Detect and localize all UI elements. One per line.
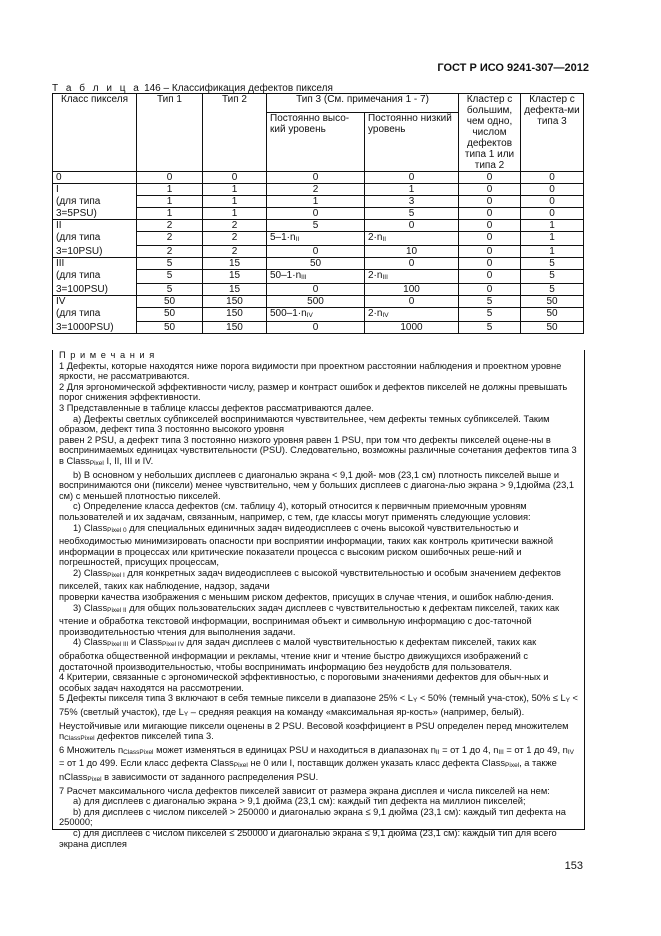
cell-cluster3: 50 <box>521 322 584 334</box>
cell-cluster3: 5 <box>521 270 584 284</box>
note-5: 5 Дефекты пикселя типа 3 включают в себя темные пиксели в диапазоне $25\% < L_Y < 50\%$ (темный уча-сток), $50\% \le L_Y < 75\%$ (светлый участок), где $L_Y$ – средняя реакция на команду «максимальная яр-кость» (например, белый). Неустойчивые или мигающие пиксели оценены в 2 PSU. Весовой коэффициент в PSU определен перед множителем $n_{ClassPixel}$ дефектов пикселей типа 3. <box>59 693 578 743</box>
note-7a: а) для дисплеев с диагональю экрана > 9,1 дюйма (23,1 см): каждый тип дефекта на миллион пикселей; <box>73 796 526 807</box>
cell-cluster1: 5 <box>459 296 521 308</box>
header-type3-high: Постоянно высо-кий уровень <box>267 113 365 172</box>
cell-cluster1: 0 <box>459 184 521 196</box>
cell-type3-high: 50 <box>267 258 365 270</box>
cell-type1: 5 <box>137 270 203 284</box>
cell-type2: 0 <box>203 172 267 184</box>
cell-cluster3: 5 <box>521 284 584 296</box>
cell-type1: 5 <box>137 284 203 296</box>
cell-type3-high: $5-1\cdot n_{II}$ <box>267 232 365 246</box>
table-row <box>53 308 584 322</box>
cell-cluster1: 0 <box>459 246 521 258</box>
note-6: 6 Множитель $n_{ClassPixel}$ может изменяться в единицах PSU и находиться в диапазонах $n_{II}$ = от 1 до 4, $n_{III}$ = от 1 до 49, $n_{IV}$ = от 1 до 499. Если класс дефекта Class$_{Pixel}$ не 0 или I, поставщик должен указать класс дефекта Class$_{Pixel}$, а также nClass$_{Pixel}$ в зависимости от заданного распределения PSU. <box>59 744 574 783</box>
cell-cluster3: 50 <box>521 308 584 322</box>
note-3b: b) В основном у небольших дисплеев с диагональю экрана < 9,1 дюй- мов (23,1 см) плотность пикселей выше и воспринимаются они (пиксели) менее чувствительно, чем у больших дисплеев с диагона-лью экрана > 9,1дюйма (23,1 см) с меньшей плотностью пикселей. <box>59 469 575 501</box>
header-class: Класс пикселя <box>53 94 137 172</box>
table-row <box>53 208 584 220</box>
cell-type2: 2 <box>203 220 267 232</box>
note-class-1-cont: проверки качества изображения с меньшим риском дефектов, присущих в случае чтения, и ошибок наблю-дения. <box>59 592 554 603</box>
table-row <box>53 246 584 258</box>
cell-type2: 2 <box>203 246 267 258</box>
cell-cluster1: 5 <box>459 308 521 322</box>
note-1: 1 Дефекты, которые находятся ниже порога видимости при проектном расстоянии наблюдения и проектном уровне яркости, не рассматриваются. <box>59 360 562 382</box>
cell-type3-low: 0 <box>365 258 459 270</box>
cell-cluster1: 0 <box>459 208 521 220</box>
note-7: 7 Расчет максимального числа дефектов пикселей зависит от размера экрана дисплея и числа пикселей на нем: <box>59 785 550 796</box>
cell-type3-low: 5 <box>365 208 459 220</box>
note-class-0: 1) Class$_{Pixel 0}$ для специальных единичных задач видеодисплеев с очень высокой чувствительностью и необходимостью минимизировать опасности при восприятии информации, таких как контроль критически важной информации в процессах или критические показатели процесса с высоким риском ошибочных реше-ний и погрешностей, присущих процессам, <box>59 522 554 568</box>
cell-type3-high: 0 <box>267 172 365 184</box>
cell-class: (для типа <box>53 308 137 322</box>
note-3a-cont: равен 2 PSU, а дефект типа 3 постоянно низкого уровня равен 1 PSU, при том что дефекты пикселей оцене-ны в воспринимаемых единицах чувствительности (PSU). Следовательно, возможны различные сочетания дефектов типа 3 в Class$_{Pixel}$ I, II, III и IV. <box>59 434 577 467</box>
cell-class: II <box>53 220 137 232</box>
cell-type1: 50 <box>137 322 203 334</box>
cell-class: I <box>53 184 137 196</box>
caption-text: 146 – Классификация дефектов пикселя <box>144 83 333 94</box>
cell-type1: 1 <box>137 208 203 220</box>
cell-cluster3: 50 <box>521 296 584 308</box>
table-row <box>53 284 584 296</box>
cell-type2: 15 <box>203 284 267 296</box>
header-type1: Тип 1 <box>137 94 203 172</box>
cell-cluster3: 1 <box>521 246 584 258</box>
cell-type3-low: 1000 <box>365 322 459 334</box>
cell-type3-high: 0 <box>267 208 365 220</box>
document-id: ГОСТ Р ИСО 9241-307—2012 <box>437 62 589 74</box>
cell-type1: 2 <box>137 246 203 258</box>
cell-type3-high: $500-1\cdot n_{IV}$ <box>267 308 365 322</box>
table-row <box>53 296 584 308</box>
cell-class: 3=5PSU) <box>53 208 137 220</box>
cell-type2: 15 <box>203 270 267 284</box>
cell-cluster1: 0 <box>459 220 521 232</box>
cell-cluster3: 1 <box>521 220 584 232</box>
cell-cluster3: 0 <box>521 172 584 184</box>
note-7c: с) для дисплеев с числом пикселей ≤ 250000 и диагональю экрана ≤ 9,1 дюйма (23,1 см): каждый тип для всего экрана дисплея <box>59 827 557 849</box>
table-row <box>53 172 584 184</box>
cell-cluster1: 0 <box>459 196 521 208</box>
cell-class: 3=100PSU) <box>53 284 137 296</box>
cell-class: (для типа <box>53 196 137 208</box>
cell-type2: 150 <box>203 296 267 308</box>
table-row <box>53 258 584 270</box>
cell-type3-high: 1 <box>267 196 365 208</box>
cell-type1: 50 <box>137 308 203 322</box>
cell-cluster3: 0 <box>521 184 584 196</box>
cell-type3-low: 0 <box>365 172 459 184</box>
cell-type3-low: $2\cdot n_{II}$ <box>365 232 459 246</box>
cell-type3-high: 0 <box>267 246 365 258</box>
notes-block <box>52 350 585 849</box>
cell-type3-high: 2 <box>267 184 365 196</box>
cell-type3-low: 0 <box>365 296 459 308</box>
cell-type3-low: 10 <box>365 246 459 258</box>
cell-class: (для типа <box>53 270 137 284</box>
cell-type3-low: $2\cdot n_{III}$ <box>365 270 459 284</box>
cell-type2: 1 <box>203 208 267 220</box>
cell-type3-high: $50-1\cdot n_{III}$ <box>267 270 365 284</box>
cell-cluster3: 0 <box>521 208 584 220</box>
note-2: 2 Для эргономической эффективности числу, размер и контраст ошибок и дефектов пикселей не должны превышать порог снижения эффективности. <box>59 381 568 403</box>
cell-type1: 2 <box>137 220 203 232</box>
header-type3-low: Постоянно низкий уровень <box>365 113 459 172</box>
cell-type3-low: 3 <box>365 196 459 208</box>
cell-type3-low: 0 <box>365 220 459 232</box>
table-row <box>53 232 584 246</box>
cell-type2: 1 <box>203 196 267 208</box>
note-4: 4 Критерии, связанные с эргономической эффективностью, с пороговыми значениями дефектов для обыч-ных и особых задач находятся на рассмотрении. <box>59 672 549 693</box>
cell-type1: 50 <box>137 296 203 308</box>
cell-type3-low: 1 <box>365 184 459 196</box>
table-row <box>53 184 584 196</box>
cell-class: III <box>53 258 137 270</box>
cell-type2: 150 <box>203 322 267 334</box>
defect-table <box>52 93 584 334</box>
page-number: 153 <box>564 860 583 872</box>
cell-type1: 5 <box>137 258 203 270</box>
cell-class: (для типа <box>53 232 137 246</box>
header-cluster1: Кластер с большим, чем одно, числом дефектов типа 1 или типа 2 <box>459 94 521 172</box>
table-row <box>53 270 584 284</box>
cell-class: 0 <box>53 172 137 184</box>
cell-type3-high: 5 <box>267 220 365 232</box>
note-7b: b) для дисплеев с числом пикселей > 250000 и диагональю экрана ≤ 9,1 дюйма (23,1 см): каждый тип дефекта на 250000; <box>59 806 566 828</box>
cell-type1: 1 <box>137 196 203 208</box>
cell-type1: 0 <box>137 172 203 184</box>
cell-type3-high: 0 <box>267 322 365 334</box>
note-class-3-4: 4) Class$_{Pixel III}$ и Class$_{Pixel IV}$ для задач дисплеев с малой чувствительностью к дефектам пикселей, таких как обработка общественной информации и рекламы, чтение книг и чтение быстро движущихся изображений с достаточной производительностью, чтобы воспринимать информацию без неудобств для пользователя. <box>59 637 537 672</box>
header-cluster3: Кластер с дефекта-ми типа 3 <box>521 94 584 172</box>
cell-type1: 2 <box>137 232 203 246</box>
note-class-2: 3) Class$_{Pixel II}$ для общих пользовательских задач дисплеев с чувствительностью к дефектам пикселей, таких как чтение и обработка текстовой информации, воспринимая объект и символьную информацию с дос-таточной производительностью чтения для выполнения задачи. <box>59 602 560 637</box>
cell-class: 3=1000PSU) <box>53 322 137 334</box>
cell-cluster1: 5 <box>459 322 521 334</box>
header-type2: Тип 2 <box>203 94 267 172</box>
cell-cluster3: 5 <box>521 258 584 270</box>
cell-type3-high: 0 <box>267 284 365 296</box>
cell-cluster1: 0 <box>459 232 521 246</box>
table-row <box>53 322 584 334</box>
note-3c: с) Определение класса дефектов (см. таблицу 4), который относится к первичным приемочным уровням пользователей и их задачам, связанным, например, с тем, где классы могут применять следующие условия: <box>59 501 531 522</box>
cell-cluster1: 0 <box>459 270 521 284</box>
cell-class: 3=10PSU) <box>53 246 137 258</box>
cell-type2: 1 <box>203 184 267 196</box>
cell-cluster3: 1 <box>521 232 584 246</box>
table-row <box>53 220 584 232</box>
table-body <box>53 172 584 334</box>
notes-title: П р и м е ч а н и я <box>59 350 156 360</box>
cell-cluster3: 0 <box>521 196 584 208</box>
note-class-1: 2) Class$_{Pixel I}$ для конкретных задач видеодисплеев с высокой чувствительностью и особым значением дефектов пикселей, таких как наблюдение, надзор, задачи <box>59 567 561 592</box>
header-type3: Тип 3 (См. примечания 1 - 7) <box>267 94 459 113</box>
table-row <box>53 196 584 208</box>
note-3a: а) Дефекты светлых субпикселей воспринимаются чувствительнее, чем дефекты темных субпикселей. Таким образом, дефект типа 3 постоянно высокого уровня <box>59 413 550 435</box>
cell-type3-low: $2\cdot n_{IV}$ <box>365 308 459 322</box>
cell-cluster1: 0 <box>459 284 521 296</box>
caption-prefix: Т а б л и ц а <box>52 83 142 94</box>
cell-class: IV <box>53 296 137 308</box>
note-3: 3 Представленные в таблице классы дефектов рассматриваются далее. <box>59 402 374 413</box>
cell-type3-high: 500 <box>267 296 365 308</box>
cell-type2: 15 <box>203 258 267 270</box>
cell-cluster1: 0 <box>459 258 521 270</box>
cell-type2: 2 <box>203 232 267 246</box>
cell-type1: 1 <box>137 184 203 196</box>
cell-type3-low: 100 <box>365 284 459 296</box>
cell-type2: 150 <box>203 308 267 322</box>
cell-cluster1: 0 <box>459 172 521 184</box>
